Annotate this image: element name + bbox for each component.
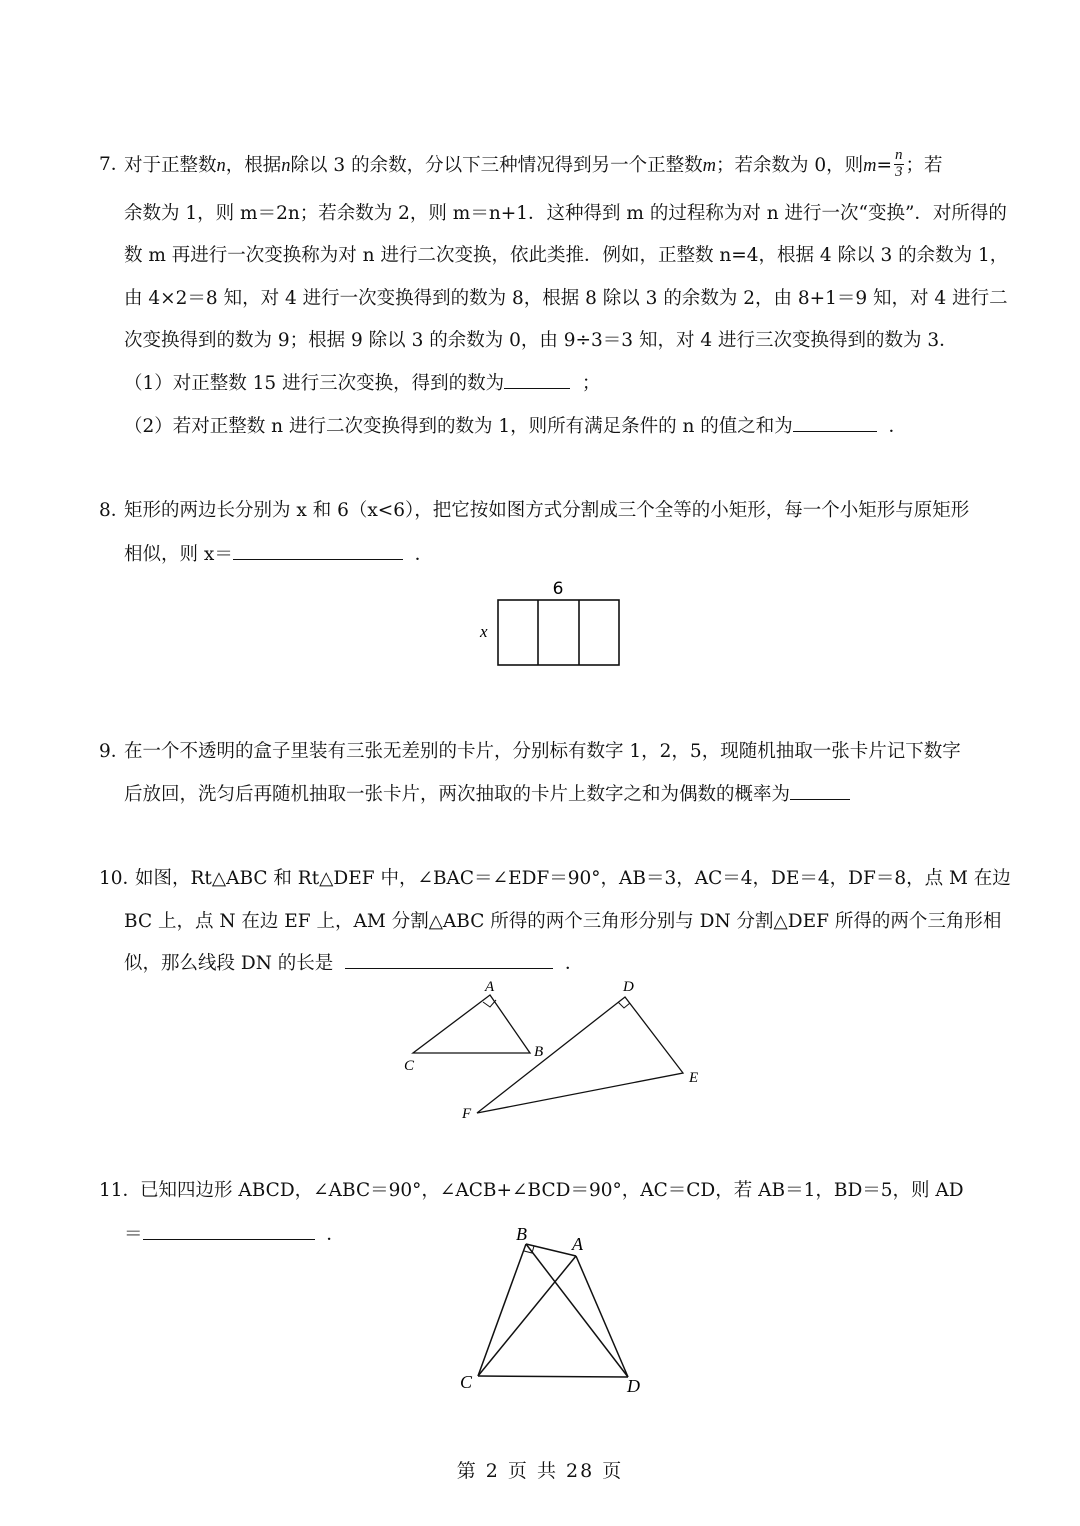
answer-blank[interactable]	[345, 968, 553, 969]
triangle-abc	[413, 995, 530, 1053]
q7-text: ；若	[905, 155, 943, 176]
q11-line1: 已知四边形 ABCD，∠ABC＝90°，∠ACB+∠BCD＝90°，AC＝CD，若 AB＝1，BD＝5，则 AD	[140, 1180, 964, 1201]
q8-line2-end: ．	[414, 544, 434, 565]
q9-number: 9．	[99, 741, 130, 762]
q11-number: 11．	[99, 1180, 142, 1201]
q8-line1: 矩形的两边长分别为 x 和 6（x<6），把它按如图方式分割成三个全等的小矩形，每一个小矩形与原矩形	[124, 500, 970, 521]
q10-line3-end: ．	[564, 953, 584, 974]
q10-line1: 如图，Rt△ABC 和 Rt△DEF 中，∠BAC＝∠EDF＝90°，AB＝3，AC＝4，DE＝4，DF＝8，点 M 在边	[135, 868, 1011, 889]
q7-eq: =	[876, 155, 892, 176]
q8-line2	[124, 540, 986, 566]
answer-blank[interactable]	[143, 1239, 315, 1240]
q7-sub2-text: （2）若对正整数 n 进行二次变换得到的数为 1，则所有满足条件的 n 的值之和为	[124, 416, 793, 437]
q11-line2-text: ＝	[124, 1224, 143, 1245]
q7-text: ，根据	[225, 155, 282, 176]
triangle-def	[477, 997, 683, 1113]
q7-line5: 次变换得到的数为 9；根据 9 除以 3 的余数为 0，由 9÷3＝3 知，对 4 进行三次变换得到的数为 3．	[124, 330, 958, 351]
label-c: C	[404, 1058, 415, 1074]
q7-var: n	[281, 156, 291, 176]
answer-blank[interactable]	[790, 799, 850, 800]
fraction-numerator: n	[895, 147, 903, 163]
q7-sub2	[124, 412, 907, 438]
label-c: C	[460, 1372, 473, 1392]
fig-label-top: 6	[552, 579, 564, 599]
q7-var: n	[216, 156, 226, 176]
segment-bd	[526, 1244, 628, 1377]
right-angle-mark	[618, 1002, 630, 1008]
q7-text: 对于正整数	[124, 155, 217, 176]
q9-line2-text: 后放回，洗匀后再随机抽取一张卡片，两次抽取的卡片上数字之和为偶数的概率为	[124, 784, 791, 805]
label-a: A	[572, 1234, 583, 1254]
fraction-denominator: 3	[895, 164, 903, 180]
q7-var: m	[863, 156, 877, 176]
q7-line3: 数 m 再进行一次变换称为对 n 进行二次变换，依此类推．例如，正整数 n=4，根据 4 除以 3 的余数为 1，	[124, 245, 1009, 266]
q7-sub1-end: ；	[581, 373, 601, 394]
answer-blank[interactable]	[793, 431, 877, 432]
fig-label-left: x	[480, 622, 488, 641]
answer-blank[interactable]	[233, 559, 403, 560]
q7-sub1-text: （1）对正整数 15 进行三次变换，得到的数为	[124, 373, 505, 394]
q11-quadrilateral-figure	[450, 1220, 650, 1400]
q7-var: m	[702, 156, 716, 176]
q10-triangles-figure	[395, 975, 715, 1125]
segment-ca	[478, 1256, 576, 1376]
q8-line2-text: 相似，则 x＝	[124, 544, 233, 565]
label-b: B	[534, 1044, 544, 1060]
q9-line1: 在一个不透明的盒子里装有三张无差别的卡片，分别标有数字 1，2，5，现随机抽取一张卡片记下数字	[124, 741, 961, 762]
label-a: A	[485, 979, 495, 995]
q8-rectangle-figure	[470, 574, 640, 674]
outer-rectangle	[498, 600, 619, 665]
q7-text: ；若余数为 0，则	[715, 155, 864, 176]
q7-fraction	[894, 148, 904, 180]
page-footer: 第 2 页 共 28 页	[456, 1460, 624, 1482]
q10-line3	[124, 949, 986, 975]
q10-line3-text: 似，那么线段 DN 的长是	[124, 953, 334, 974]
q10-line2: BC 上，点 N 在边 EF 上，AM 分割△ABC 所得的两个三角形分别与 DN 分割△DEF 所得的两个三角形相	[124, 911, 1002, 932]
label-e: E	[689, 1070, 699, 1086]
q7-sub1	[124, 369, 600, 395]
q10-number: 10．	[99, 868, 142, 889]
q8-number: 8．	[99, 500, 130, 521]
label-f: F	[462, 1106, 472, 1122]
q9-line2	[124, 780, 986, 806]
segment-cd	[478, 1376, 628, 1377]
q7-line1	[124, 147, 986, 182]
q7-sub2-end: ．	[888, 416, 908, 437]
q7-line2: 余数为 1，则 m＝2n；若余数为 2，则 m＝n+1．这种得到 m 的过程称为对 n 进行一次“变换”．对所得的	[124, 203, 1007, 224]
q7-text: 除以 3 的余数，分以下三种情况得到另一个正整数	[290, 155, 703, 176]
q7-line4: 由 4×2＝8 知，对 4 进行一次变换得到的数为 8，根据 8 除以 3 的余数为 2，由 8+1＝9 知，对 4 进行二	[124, 288, 1008, 309]
segment-bc	[478, 1244, 526, 1376]
answer-blank[interactable]	[504, 388, 570, 389]
label-b: B	[516, 1224, 527, 1244]
q7-number: 7．	[99, 154, 130, 175]
segment-ad	[576, 1256, 628, 1377]
label-d: D	[623, 979, 634, 995]
q11-line2-end: ．	[326, 1224, 345, 1245]
label-d: D	[627, 1376, 640, 1396]
